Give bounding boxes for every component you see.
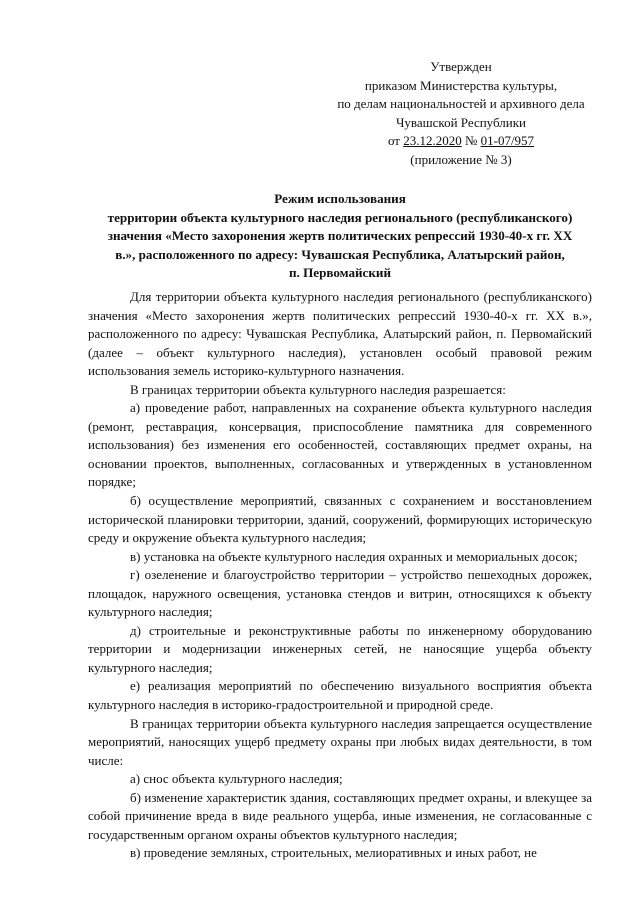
approval-prefix: от (387, 133, 400, 149)
title-line-2: территории объекта культурного наследия регионального (республиканского) (107, 209, 573, 225)
approval-line-approved: Утвержден (430, 59, 492, 74)
paragraph-prohibited-b: б) изменение характеристик здания, составляющих предмет охраны, и влекущее за собой причинение вреда в виде реального ущерба, иные изменения, не согласованные с государственным органом охраны объектов культурного наследия; (88, 789, 592, 842)
title-line-3: значения «Место захоронения жертв политических репрессий 1930-40-х гг. XX (107, 228, 573, 244)
paragraph-permitted-a: а) проведение работ, направленных на сохранение объекта культурного наследия (ремонт, реставрация, консервация, приспособление памятника для современного использования) без изменения его особенностей, составляющих предмет охраны, на основании проектов, выполненных, согласованных и утвержденных в установленном порядке; (88, 400, 592, 490)
paragraph-intro: Для территории объекта культурного наследия регионального (республиканского) значения «Место захоронения жертв политических репрессий 1930-40-х гг. XX в.», расположенного по адресу: Чувашская Республика, Алатырский район, п. Первомайский (далее – объект культурного наследия), установлен особый правовой режим использования земель историко-культурного назначения. (88, 289, 592, 379)
approval-date: 23.12.2020 (403, 133, 462, 149)
document-body (88, 288, 592, 863)
approval-number: 01-07/957 (480, 133, 535, 149)
approval-stamp-block (330, 58, 592, 170)
paragraph-permitted-heading: В границах территории объекта культурного наследия разрешается: (130, 381, 506, 397)
paragraph-permitted-b: б) осуществление мероприятий, связанных с сохранением и восстановлением исторической планировки территории, зданий, сооружений, формирующих историческую среду и окружение объекта культурного наследия; (88, 493, 592, 546)
paragraph-prohibited-c: в) проведение земляных, строительных, мелиоративных и иных работ, не (130, 845, 537, 861)
paragraph-permitted-f: е) реализация мероприятий по обеспечению визуального восприятия объекта культурного наследия в историко-градостроительной и природной среде. (88, 678, 592, 713)
paragraph-permitted-c: в) установка на объекте культурного наследия охранных и мемориальных досок; (130, 548, 578, 564)
approval-line-date-number (330, 132, 592, 151)
paragraph-prohibited-heading: В границах территории объекта культурного наследия запрещается осуществление мероприятий, наносящих ущерб предмету охраны при любых видах деятельности, в том числе: (88, 715, 592, 768)
title-line-5: п. Первомайский (288, 265, 391, 281)
approval-number-sign: № (464, 133, 478, 149)
approval-line-republic: Чувашской Республики (395, 114, 527, 130)
title-line-4: в.», расположенного по адресу: Чувашская Республика, Алатырский район, (115, 246, 565, 262)
paragraph-prohibited-a: а) снос объекта культурного наследия; (130, 771, 343, 787)
approval-appendix: (приложение № 3) (410, 151, 512, 167)
approval-line-ministry: по делам национальностей и архивного дела (337, 96, 585, 112)
approval-line-order: приказом Министерства культуры, (364, 77, 558, 93)
document-title (88, 190, 592, 283)
paragraph-permitted-e: д) строительные и реконструктивные работы по инженерному оборудованию территории и модернизации инженерных сетей, не наносящие ущерба объекту культурного наследия; (88, 622, 592, 675)
title-line-1: Режим использования (274, 191, 406, 206)
paragraph-permitted-d: г) озеленение и благоустройство территории – устройство пешеходных дорожек, площадок, наружного освещения, установка стендов и витрин, относящихся к объекту культурного наследия; (88, 567, 592, 620)
